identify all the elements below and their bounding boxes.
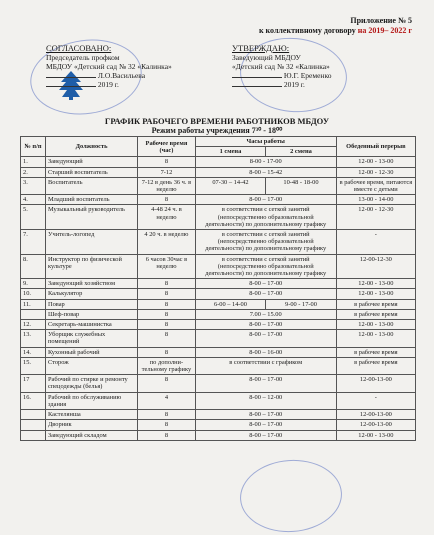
table-row bbox=[21, 320, 416, 330]
row-number-cell bbox=[21, 420, 46, 430]
table-row bbox=[21, 279, 416, 289]
row-hours-cell: 8-00 – 17-00 bbox=[195, 279, 336, 289]
row-lunch-cell: 12-00-13-00 bbox=[336, 420, 415, 430]
row-hours-cell: 8-00 – 17-00 bbox=[195, 320, 336, 330]
row-rate-cell: 4 bbox=[138, 392, 196, 409]
row-hours-cell: 8-00 – 17-00 bbox=[195, 330, 336, 347]
col-header-rate: Рабочее время (час) bbox=[138, 137, 196, 157]
row-position-cell: Секретарь-машинистка bbox=[45, 320, 137, 330]
row-hours-cell: в соответствии с сеткой занятий (непосредственно образовательной деятельности) по дополнительному графику bbox=[195, 254, 336, 279]
row-lunch-cell: в рабочее время bbox=[336, 347, 415, 357]
table-row bbox=[21, 195, 416, 205]
appendix-contract bbox=[259, 26, 412, 36]
row-hours-cell: 7.00 – 15.00 bbox=[195, 309, 336, 319]
signature-line bbox=[232, 71, 282, 78]
row-lunch-cell: 12-00-12-30 bbox=[336, 254, 415, 279]
row-shift2-cell: 10-48 - 18-00 bbox=[266, 177, 337, 194]
table-row bbox=[21, 167, 416, 177]
table-row bbox=[21, 420, 416, 430]
approval-approve-name: Ю.Г. Еременко bbox=[283, 71, 332, 80]
row-number-cell: 13. bbox=[21, 330, 46, 347]
table-row bbox=[21, 375, 416, 392]
approval-approve-date-line bbox=[232, 80, 402, 89]
row-lunch-cell: 12-00-13-00 bbox=[336, 375, 415, 392]
schedule-table bbox=[20, 136, 416, 441]
table-row bbox=[21, 347, 416, 357]
approval-agreed-block bbox=[46, 44, 196, 89]
row-position-cell: Инструктор по физической культуре bbox=[45, 254, 137, 279]
row-rate-cell: по дополни-тельному графику bbox=[138, 357, 196, 374]
row-rate-cell: 8 bbox=[138, 410, 196, 420]
row-lunch-cell: в рабочее время bbox=[336, 357, 415, 374]
schedule-table-body bbox=[21, 157, 416, 440]
row-lunch-cell: 13-00 - 14-00 bbox=[336, 195, 415, 205]
row-position-cell: Старший воспитатель bbox=[45, 167, 137, 177]
row-lunch-cell: 12-00 - 13-00 bbox=[336, 279, 415, 289]
row-hours-cell: 8-00 – 17-00 bbox=[195, 420, 336, 430]
row-lunch-cell: - bbox=[336, 230, 415, 255]
row-rate-cell: 4 20 ч. в неделю bbox=[138, 230, 196, 255]
row-number-cell bbox=[21, 410, 46, 420]
col-header-lunch: Обеденный перерыв bbox=[336, 137, 415, 157]
row-hours-cell: 8-00 – 15-42 bbox=[195, 167, 336, 177]
row-position-cell: Калькулятор bbox=[45, 289, 137, 299]
row-position-cell: Учитель-логопед bbox=[45, 230, 137, 255]
row-number-cell: 9. bbox=[21, 279, 46, 289]
col-header-shift2: 2 смена bbox=[266, 147, 337, 157]
row-rate-cell: 8 bbox=[138, 195, 196, 205]
stamp-bottom bbox=[238, 457, 345, 535]
row-hours-cell: 8-00 – 17-00 bbox=[195, 289, 336, 299]
row-rate-cell: 8 bbox=[138, 420, 196, 430]
approval-agreed-name: Л.О.Васильева bbox=[97, 71, 146, 80]
table-row bbox=[21, 392, 416, 409]
row-hours-cell: 8-00 – 17-00 bbox=[195, 430, 336, 440]
row-position-cell: Воспитатель bbox=[45, 177, 137, 194]
appendix-header bbox=[259, 16, 412, 36]
col-header-shift1: 1 смена bbox=[195, 147, 266, 157]
row-lunch-cell: - bbox=[336, 392, 415, 409]
signature-line bbox=[46, 71, 96, 78]
row-rate-cell: 4-48 24 ч. в неделю bbox=[138, 205, 196, 230]
row-number-cell: 5. bbox=[21, 205, 46, 230]
row-number-cell: 15. bbox=[21, 357, 46, 374]
approval-agreed-line1: Председатель профком bbox=[46, 53, 120, 62]
table-row bbox=[21, 410, 416, 420]
approval-approve-line2: «Детский сад № 32 «Калинка» bbox=[232, 62, 330, 71]
row-position-cell: Заведующий хозяйством bbox=[45, 279, 137, 289]
approval-approve-block bbox=[232, 44, 402, 89]
approval-agreed-signature-line bbox=[46, 71, 196, 80]
row-hours-cell: 8-00 – 12-00 bbox=[195, 392, 336, 409]
row-position-cell: Уборщик служебных помещений bbox=[45, 330, 137, 347]
table-row bbox=[21, 177, 416, 194]
table-row bbox=[21, 299, 416, 309]
row-lunch-cell: 12-00 - 13-00 bbox=[336, 289, 415, 299]
row-hours-cell: 8-00 - 17-00 bbox=[195, 157, 336, 167]
row-rate-cell: 6 часов 30час в неделю bbox=[138, 254, 196, 279]
schedule-title: ГРАФИК РАБОЧЕГО ВРЕМЕНИ РАБОТНИКОВ МБДОУ bbox=[104, 116, 330, 126]
row-lunch-cell: в рабочее время bbox=[336, 309, 415, 319]
approval-approve-signature-line bbox=[232, 71, 402, 80]
row-lunch-cell: 12-00 - 13-00 bbox=[336, 430, 415, 440]
row-lunch-cell: в рабочее время, питаются вместе с детьми bbox=[336, 177, 415, 194]
row-number-cell: 11. bbox=[21, 299, 46, 309]
row-number-cell: 12. bbox=[21, 320, 46, 330]
table-row bbox=[21, 157, 416, 167]
row-number-cell: 10. bbox=[21, 289, 46, 299]
row-position-cell: Рабочий по обслуживанию здания bbox=[45, 392, 137, 409]
approval-approve-head: УТВЕРЖДАЮ: bbox=[232, 43, 290, 53]
row-hours-cell: 8-00 – 17-00 bbox=[195, 195, 336, 205]
row-lunch-cell: 12-00 - 12-30 bbox=[336, 167, 415, 177]
row-lunch-cell: 12-00 - 12-30 bbox=[336, 205, 415, 230]
row-number-cell: 4. bbox=[21, 195, 46, 205]
row-number-cell: 7. bbox=[21, 230, 46, 255]
row-position-cell: Повар bbox=[45, 299, 137, 309]
col-header-hours: Часы работы bbox=[195, 137, 336, 147]
row-position-cell: Рабочий по стирке и ремонту спецодежды (белья) bbox=[45, 375, 137, 392]
row-shift1-cell: 07-30 – 14-42 bbox=[195, 177, 266, 194]
row-rate-cell: 8 bbox=[138, 289, 196, 299]
row-position-cell: Музыкальный руководитель bbox=[45, 205, 137, 230]
approval-approve-line1: Заведующий МБДОУ bbox=[232, 53, 301, 62]
row-hours-cell: в соответствии с графиком bbox=[195, 357, 336, 374]
row-rate-cell: 8 bbox=[138, 320, 196, 330]
approval-approve-year: 2019 г. bbox=[283, 80, 305, 89]
table-row bbox=[21, 254, 416, 279]
row-position-cell: Кастелянша bbox=[45, 410, 137, 420]
schedule-subtitle: Режим работы учреждения 7³⁰ - 18⁰⁰ bbox=[151, 126, 283, 135]
row-rate-cell: 8 bbox=[138, 279, 196, 289]
table-row bbox=[21, 289, 416, 299]
row-number-cell: 2. bbox=[21, 167, 46, 177]
row-number-cell bbox=[21, 430, 46, 440]
row-shift2-cell: 9-00 - 17-00 bbox=[266, 299, 337, 309]
row-lunch-cell: 12-00-13-00 bbox=[336, 410, 415, 420]
approval-agreed-year: 2019 г. bbox=[97, 80, 119, 89]
row-hours-cell: 8-00 – 16-00 bbox=[195, 347, 336, 357]
col-header-position: Должность bbox=[45, 137, 137, 157]
appendix-contract-year: на 2019– 2022 г bbox=[357, 26, 412, 35]
approval-agreed-line2: МБДОУ «Детский сад № 32 «Калинка» bbox=[46, 62, 172, 71]
row-rate-cell: 8 bbox=[138, 157, 196, 167]
approval-agreed-date-line bbox=[46, 80, 196, 89]
row-position-cell: Дворник bbox=[45, 420, 137, 430]
appendix-number: Приложение № 5 bbox=[350, 16, 412, 25]
approval-agreed-head: СОГЛАСОВАНО: bbox=[46, 43, 112, 53]
row-rate-cell: 7-12 bbox=[138, 167, 196, 177]
row-number-cell: 17 bbox=[21, 375, 46, 392]
table-row bbox=[21, 205, 416, 230]
col-header-num: № п/п bbox=[21, 137, 46, 157]
table-row bbox=[21, 330, 416, 347]
appendix-contract-prefix: к коллективному договору bbox=[258, 26, 358, 35]
row-number-cell: 14. bbox=[21, 347, 46, 357]
row-position-cell: Заведующий складом bbox=[45, 430, 137, 440]
row-position-cell: Заведующий bbox=[45, 157, 137, 167]
row-number-cell: 3. bbox=[21, 177, 46, 194]
row-lunch-cell: в рабочее время bbox=[336, 299, 415, 309]
row-rate-cell: 7-12 в день 36 ч. в неделю bbox=[138, 177, 196, 194]
row-shift1-cell: 6-00 – 14-00 bbox=[195, 299, 266, 309]
row-position-cell: Сторож bbox=[45, 357, 137, 374]
row-number-cell bbox=[21, 309, 46, 319]
row-rate-cell: 8 bbox=[138, 430, 196, 440]
row-lunch-cell: 12-00 - 13-00 bbox=[336, 330, 415, 347]
date-line bbox=[46, 80, 96, 87]
row-lunch-cell: 12-00 - 13-00 bbox=[336, 157, 415, 167]
row-rate-cell: 8 bbox=[138, 375, 196, 392]
row-lunch-cell: 12-00 - 13-00 bbox=[336, 320, 415, 330]
table-row bbox=[21, 230, 416, 255]
row-position-cell: Младший воспитатель bbox=[45, 195, 137, 205]
row-rate-cell: 8 bbox=[138, 299, 196, 309]
row-hours-cell: 8-00 – 17-00 bbox=[195, 375, 336, 392]
row-rate-cell: 8 bbox=[138, 330, 196, 347]
row-rate-cell: 8 bbox=[138, 347, 196, 357]
date-line bbox=[232, 80, 282, 87]
row-number-cell: 1. bbox=[21, 157, 46, 167]
row-rate-cell: 8 bbox=[138, 309, 196, 319]
row-hours-cell: 8-00 – 17-00 bbox=[195, 410, 336, 420]
row-hours-cell: в соответствии с сеткой занятий (непосредственно образовательной деятельности) по дополнительному графику bbox=[195, 205, 336, 230]
row-hours-cell: в соответствии с сеткой занятий (непосредственно образовательной деятельности) по дополнительному графику bbox=[195, 230, 336, 255]
row-position-cell: Кухонный рабочий bbox=[45, 347, 137, 357]
table-row bbox=[21, 309, 416, 319]
table-row bbox=[21, 357, 416, 374]
row-number-cell: 16. bbox=[21, 392, 46, 409]
row-position-cell: Шеф-повар bbox=[45, 309, 137, 319]
row-number-cell: 8. bbox=[21, 254, 46, 279]
table-row bbox=[21, 430, 416, 440]
